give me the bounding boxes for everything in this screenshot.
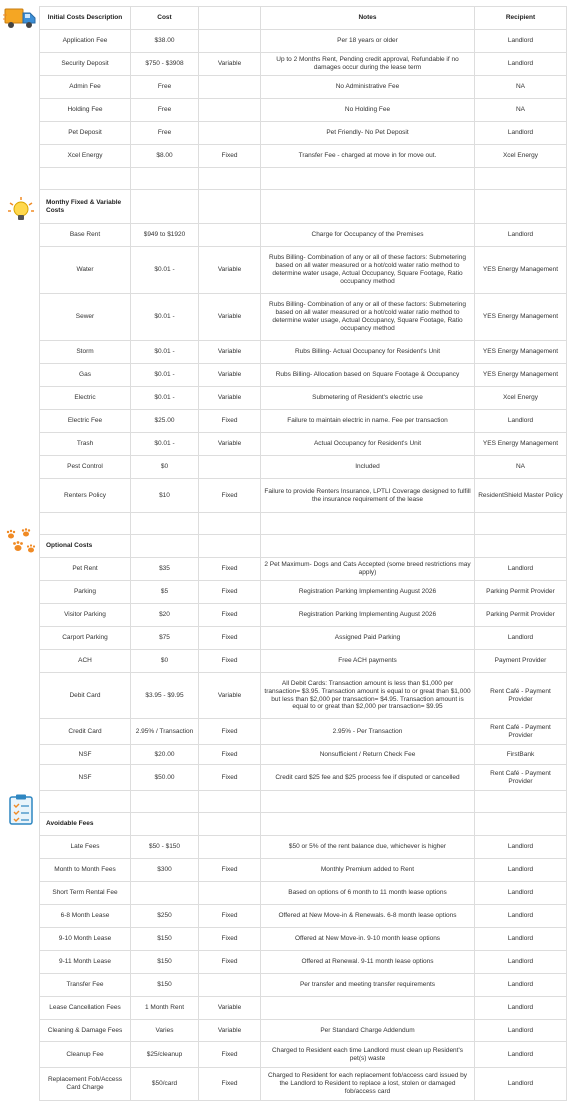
empty-cell — [199, 513, 261, 535]
type-cell: Fixed — [199, 745, 261, 765]
description-cell: Carport Parking — [40, 627, 131, 650]
type-cell: Variable — [199, 1020, 261, 1042]
type-cell — [199, 836, 261, 859]
recipient-cell: Landlord — [475, 882, 567, 905]
cost-cell: $250 — [131, 905, 199, 928]
cost-cell: $150 — [131, 928, 199, 951]
type-cell: Variable — [199, 341, 261, 364]
type-cell: Fixed — [199, 650, 261, 673]
table-row — [40, 247, 567, 294]
description-cell: Cleaning & Damage Fees — [40, 1020, 131, 1042]
table-row — [40, 997, 567, 1020]
cost-cell: $10 — [131, 479, 199, 513]
description-cell: 9-10 Month Lease — [40, 928, 131, 951]
section-title-row — [40, 535, 567, 558]
cost-cell: $35 — [131, 558, 199, 581]
description-cell: Pet Rent — [40, 558, 131, 581]
type-cell: Fixed — [199, 1068, 261, 1101]
recipient-cell: ResidentShield Master Policy — [475, 479, 567, 513]
empty-cell — [199, 791, 261, 813]
section-title: Optional Costs — [40, 535, 131, 558]
description-cell: Base Rent — [40, 224, 131, 247]
type-cell: Fixed — [199, 479, 261, 513]
recipient-cell: Landlord — [475, 974, 567, 997]
type-cell: Variable — [199, 997, 261, 1020]
recipient-cell: Parking Permit Provider — [475, 581, 567, 604]
table-row — [40, 1020, 567, 1042]
recipient-cell: Landlord — [475, 905, 567, 928]
type-cell: Fixed — [199, 719, 261, 745]
notes-cell: Monthly Premium added to Rent — [261, 859, 475, 882]
table-row — [40, 1042, 567, 1068]
description-cell: Short Term Rental Fee — [40, 882, 131, 905]
cost-cell: $150 — [131, 974, 199, 997]
description-cell: Transfer Fee — [40, 974, 131, 997]
cost-cell — [131, 882, 199, 905]
cost-cell: $5 — [131, 581, 199, 604]
header-row — [40, 7, 567, 30]
empty-cell — [40, 168, 131, 190]
empty-cell — [131, 190, 199, 224]
recipient-cell: YES Energy Management — [475, 364, 567, 387]
description-cell: ACH — [40, 650, 131, 673]
notes-cell: Actual Occupancy for Resident's Unit — [261, 433, 475, 456]
cost-cell: $38.00 — [131, 30, 199, 53]
notes-cell: 2.95% - Per Transaction — [261, 719, 475, 745]
description-cell: Late Fees — [40, 836, 131, 859]
empty-cell — [199, 168, 261, 190]
notes-cell: Offered at New Move-in. 9-10 month lease options — [261, 928, 475, 951]
table-row — [40, 30, 567, 53]
recipient-cell: Landlord — [475, 928, 567, 951]
notes-cell: Up to 2 Months Rent, Pending credit approval, Refundable if no damages occur during the lease term — [261, 53, 475, 76]
recipient-cell: Xcel Energy — [475, 145, 567, 168]
clipboard-icon — [7, 793, 35, 825]
recipient-header: Recipient — [475, 7, 567, 30]
table-row — [40, 341, 567, 364]
notes-cell: Included — [261, 456, 475, 479]
recipient-cell: Landlord — [475, 1020, 567, 1042]
empty-cell — [131, 535, 199, 558]
notes-cell: Nonsufficient / Return Check Fee — [261, 745, 475, 765]
table-row — [40, 99, 567, 122]
table-row — [40, 581, 567, 604]
notes-cell: Failure to maintain electric in name. Fee per transaction — [261, 410, 475, 433]
table-row — [40, 76, 567, 99]
description-cell: Water — [40, 247, 131, 294]
recipient-cell: Payment Provider — [475, 650, 567, 673]
description-cell: Xcel Energy — [40, 145, 131, 168]
description-cell: Security Deposit — [40, 53, 131, 76]
type-cell: Variable — [199, 247, 261, 294]
recipient-cell: Parking Permit Provider — [475, 604, 567, 627]
table-row — [40, 719, 567, 745]
table-row — [40, 122, 567, 145]
table-row — [40, 145, 567, 168]
recipient-cell: YES Energy Management — [475, 433, 567, 456]
cost-cell: Free — [131, 122, 199, 145]
description-cell: Debit Card — [40, 673, 131, 719]
table-row — [40, 905, 567, 928]
table-row — [40, 859, 567, 882]
table-row — [40, 928, 567, 951]
cost-cell: $3.95 - $9.95 — [131, 673, 199, 719]
recipient-cell: NA — [475, 456, 567, 479]
cost-cell: $25/cleanup — [131, 1042, 199, 1068]
spacer-row — [40, 513, 567, 535]
empty-cell — [475, 190, 567, 224]
cost-cell: $50 - $150 — [131, 836, 199, 859]
table-row — [40, 765, 567, 791]
empty-cell — [261, 513, 475, 535]
description-cell: Electric Fee — [40, 410, 131, 433]
notes-cell: Per 18 years or older — [261, 30, 475, 53]
notes-cell: Free ACH payments — [261, 650, 475, 673]
table-row — [40, 479, 567, 513]
cost-header: Cost — [131, 7, 199, 30]
recipient-cell: Landlord — [475, 951, 567, 974]
type-cell: Fixed — [199, 1042, 261, 1068]
recipient-cell: Landlord — [475, 558, 567, 581]
description-cell: Visitor Parking — [40, 604, 131, 627]
notes-cell: Per transfer and meeting transfer requirements — [261, 974, 475, 997]
type-cell — [199, 882, 261, 905]
empty-cell — [261, 535, 475, 558]
lightbulb-icon — [7, 196, 35, 224]
notes-cell: No Administrative Fee — [261, 76, 475, 99]
description-cell: Renters Policy — [40, 479, 131, 513]
empty-cell — [261, 168, 475, 190]
type-cell: Variable — [199, 387, 261, 410]
section-title: Avoidable Fees — [40, 813, 131, 836]
notes-cell: Per Standard Charge Addendum — [261, 1020, 475, 1042]
empty-cell — [475, 513, 567, 535]
description-cell: Parking — [40, 581, 131, 604]
cost-cell: 2.95% / Transaction — [131, 719, 199, 745]
recipient-cell: Landlord — [475, 122, 567, 145]
section-title-row — [40, 190, 567, 224]
table-row — [40, 558, 567, 581]
table-row — [40, 294, 567, 341]
type-cell — [199, 974, 261, 997]
description-cell: Trash — [40, 433, 131, 456]
empty-cell — [261, 813, 475, 836]
description-cell: 6-8 Month Lease — [40, 905, 131, 928]
type-cell: Fixed — [199, 859, 261, 882]
type-cell: Fixed — [199, 145, 261, 168]
cost-cell: Free — [131, 76, 199, 99]
table-row — [40, 53, 567, 76]
spacer-row — [40, 791, 567, 813]
description-cell: Sewer — [40, 294, 131, 341]
type-cell — [199, 30, 261, 53]
empty-cell — [475, 791, 567, 813]
description-header: Initial Costs Description — [40, 7, 131, 30]
type-cell: Variable — [199, 673, 261, 719]
table-row — [40, 951, 567, 974]
table-row — [40, 745, 567, 765]
recipient-cell: Landlord — [475, 997, 567, 1020]
notes-cell — [261, 997, 475, 1020]
type-cell: Fixed — [199, 765, 261, 791]
cost-cell: $0 — [131, 456, 199, 479]
table-row — [40, 604, 567, 627]
description-cell: Application Fee — [40, 30, 131, 53]
type-cell: Fixed — [199, 951, 261, 974]
notes-cell: Rubs Billing- Combination of any or all of these factors: Submetering based on all water measured or a hot/cold water ratio method to determine water usage, Actual Occupancy, Square Footage, Ratio occupancy method — [261, 247, 475, 294]
empty-cell — [199, 813, 261, 836]
recipient-cell: Xcel Energy — [475, 387, 567, 410]
type-cell: Fixed — [199, 558, 261, 581]
recipient-cell: Rent Café - Payment Provider — [475, 719, 567, 745]
notes-cell: Charged to Resident for each replacement fob/access card issued by the Landlord to Resident to replace a lost, stolen or damaged fob/access card — [261, 1068, 475, 1101]
empty-cell — [131, 791, 199, 813]
cost-cell: $50.00 — [131, 765, 199, 791]
notes-cell: Registration Parking Implementing August 2026 — [261, 581, 475, 604]
notes-cell: Charge for Occupancy of the Premises — [261, 224, 475, 247]
type-cell — [199, 122, 261, 145]
type-cell — [199, 224, 261, 247]
notes-cell: Submetering of Resident's electric use — [261, 387, 475, 410]
table-row — [40, 650, 567, 673]
description-cell: Storm — [40, 341, 131, 364]
description-cell: Replacement Fob/Access Card Charge — [40, 1068, 131, 1101]
table-row — [40, 224, 567, 247]
table-row — [40, 387, 567, 410]
empty-cell — [40, 791, 131, 813]
cost-cell: $300 — [131, 859, 199, 882]
recipient-cell: YES Energy Management — [475, 294, 567, 341]
table-row — [40, 456, 567, 479]
recipient-cell: NA — [475, 99, 567, 122]
empty-cell — [475, 168, 567, 190]
notes-cell: All Debit Cards: Transaction amount is less than $1,000 per transaction= $3.95. Transaction amount is equal to or great than $1,000 but less than $2,000 per transaction= $4.95. Transaction amount is equal to or great than $2,000 per transaction= $9.95 — [261, 673, 475, 719]
description-cell: Gas — [40, 364, 131, 387]
cost-cell: $0.01 - — [131, 387, 199, 410]
paw-prints-icon — [4, 528, 36, 556]
cost-cell: $20.00 — [131, 745, 199, 765]
type-cell: Fixed — [199, 928, 261, 951]
table-row — [40, 433, 567, 456]
table-row — [40, 627, 567, 650]
description-cell: 9-11 Month Lease — [40, 951, 131, 974]
description-cell: Pest Control — [40, 456, 131, 479]
notes-cell: Rubs Billing- Combination of any or all of these factors: Submetering based on all water measured or a hot/cold water ratio method to determine water usage, Actual Occupancy, Square Footage, Ratio occupancy method — [261, 294, 475, 341]
cost-cell: $0.01 - — [131, 433, 199, 456]
cost-cell: 1 Month Rent — [131, 997, 199, 1020]
cost-cell: $949 to $1920 — [131, 224, 199, 247]
description-cell: Holding Fee — [40, 99, 131, 122]
empty-cell — [199, 190, 261, 224]
type-cell: Variable — [199, 294, 261, 341]
fee-schedule-table — [39, 6, 567, 1101]
notes-cell: Credit card $25 fee and $25 process fee if disputed or cancelled — [261, 765, 475, 791]
recipient-cell: Landlord — [475, 859, 567, 882]
type-header — [199, 7, 261, 30]
notes-cell: Rubs Billing- Allocation based on Square Footage & Occupancy — [261, 364, 475, 387]
empty-cell — [199, 535, 261, 558]
notes-cell: Offered at New Move-in & Renewals. 6-8 month lease options — [261, 905, 475, 928]
notes-cell: Charged to Resident each time Landlord must clean up Resident's pet(s) waste — [261, 1042, 475, 1068]
notes-cell: Failure to provide Renters Insurance, LPTLI Coverage designed to fulfill the insurance requirement of the lease — [261, 479, 475, 513]
section-title: Monthy Fixed & Variable Costs — [40, 190, 131, 224]
recipient-cell: Landlord — [475, 53, 567, 76]
cost-cell: $75 — [131, 627, 199, 650]
recipient-cell: YES Energy Management — [475, 247, 567, 294]
table-row — [40, 364, 567, 387]
type-cell: Variable — [199, 53, 261, 76]
recipient-cell: Landlord — [475, 627, 567, 650]
table-row — [40, 1068, 567, 1101]
cost-cell: $0.01 - — [131, 341, 199, 364]
recipient-cell: YES Energy Management — [475, 341, 567, 364]
empty-cell — [131, 513, 199, 535]
empty-cell — [131, 168, 199, 190]
description-cell: NSF — [40, 765, 131, 791]
notes-cell: Pet Friendly- No Pet Deposit — [261, 122, 475, 145]
spacer-row — [40, 168, 567, 190]
notes-cell: Based on options of 6 month to 11 month lease options — [261, 882, 475, 905]
truck-icon — [3, 6, 37, 32]
cost-cell: $150 — [131, 951, 199, 974]
description-cell: NSF — [40, 745, 131, 765]
type-cell — [199, 456, 261, 479]
recipient-cell: Landlord — [475, 224, 567, 247]
cost-cell: $25.00 — [131, 410, 199, 433]
notes-cell: Offered at Renewal. 9-11 month lease options — [261, 951, 475, 974]
type-cell: Fixed — [199, 581, 261, 604]
cost-cell: $20 — [131, 604, 199, 627]
recipient-cell: Landlord — [475, 836, 567, 859]
cost-cell: $0.01 - — [131, 364, 199, 387]
empty-cell — [261, 791, 475, 813]
type-cell: Variable — [199, 433, 261, 456]
empty-cell — [131, 813, 199, 836]
table-row — [40, 410, 567, 433]
recipient-cell: Landlord — [475, 410, 567, 433]
notes-cell: Registration Parking Implementing August 2026 — [261, 604, 475, 627]
type-cell — [199, 99, 261, 122]
empty-cell — [261, 190, 475, 224]
description-cell: Electric — [40, 387, 131, 410]
type-cell — [199, 76, 261, 99]
cost-cell: $0 — [131, 650, 199, 673]
notes-cell: No Holding Fee — [261, 99, 475, 122]
cost-cell: Varies — [131, 1020, 199, 1042]
notes-header: Notes — [261, 7, 475, 30]
recipient-cell: Rent Café - Payment Provider — [475, 673, 567, 719]
description-cell: Admin Fee — [40, 76, 131, 99]
table-row — [40, 882, 567, 905]
notes-cell: Assigned Paid Parking — [261, 627, 475, 650]
table-row — [40, 974, 567, 997]
recipient-cell: FirstBank — [475, 745, 567, 765]
notes-cell: Rubs Billing- Actual Occupancy for Resident's Unit — [261, 341, 475, 364]
type-cell: Fixed — [199, 604, 261, 627]
recipient-cell: Landlord — [475, 1068, 567, 1101]
type-cell: Fixed — [199, 905, 261, 928]
recipient-cell: Landlord — [475, 30, 567, 53]
description-cell: Lease Cancellation Fees — [40, 997, 131, 1020]
empty-cell — [475, 535, 567, 558]
notes-cell: $50 or 5% of the rent balance due, whichever is higher — [261, 836, 475, 859]
type-cell: Fixed — [199, 627, 261, 650]
cost-cell: $0.01 - — [131, 247, 199, 294]
recipient-cell: NA — [475, 76, 567, 99]
cost-cell: $8.00 — [131, 145, 199, 168]
cost-cell: $0.01 - — [131, 294, 199, 341]
section-title-row — [40, 813, 567, 836]
description-cell: Cleanup Fee — [40, 1042, 131, 1068]
table-row — [40, 836, 567, 859]
notes-cell: Transfer Fee - charged at move in for move out. — [261, 145, 475, 168]
cost-cell: Free — [131, 99, 199, 122]
empty-cell — [475, 813, 567, 836]
type-cell: Fixed — [199, 410, 261, 433]
description-cell: Credit Card — [40, 719, 131, 745]
description-cell: Pet Deposit — [40, 122, 131, 145]
recipient-cell: Landlord — [475, 1042, 567, 1068]
type-cell: Variable — [199, 364, 261, 387]
recipient-cell: Rent Café - Payment Provider — [475, 765, 567, 791]
empty-cell — [40, 513, 131, 535]
cost-cell: $750 - $3908 — [131, 53, 199, 76]
notes-cell: 2 Pet Maximum- Dogs and Cats Accepted (some breed restrictions may apply) — [261, 558, 475, 581]
table-row — [40, 673, 567, 719]
description-cell: Month to Month Fees — [40, 859, 131, 882]
cost-cell: $50/card — [131, 1068, 199, 1101]
